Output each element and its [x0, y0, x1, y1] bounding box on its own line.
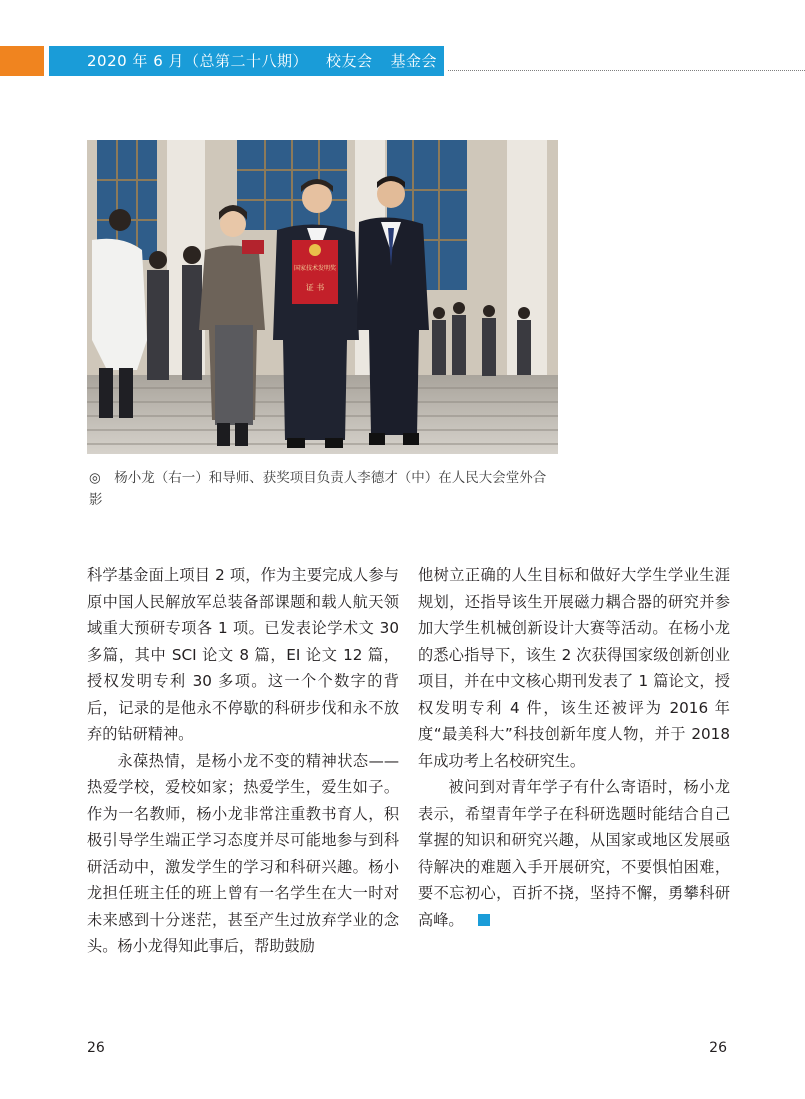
photo-caption: ◎ 杨小龙（右一）和导师、获奖项目负责人李德才（中）在人民大会堂外合影: [89, 470, 547, 508]
article-paragraph: 永葆热情，是杨小龙不变的精神状态——热爱学校，爱校如家；热爱学生，爱生如子。作为一名教师，杨小龙非常注重教书育人，积极引导学生端正学习态度并尽可能地参与到科研活动中，激发学生的学习和科研兴趣。杨小龙担任班主任的班上曾有一名学生在大一时对未来感到十分迷茫，甚至产生过放弃学业的念头。杨小龙得知此事后，帮助鼓励: [87, 751, 399, 955]
article-paragraph: 他树立正确的人生目标和做好大学生学业生涯规划，还指导该生开展磁力耦合器的研究并参加大学生机械创新设计大赛等活动。在杨小龙的悉心指导下，该生 2 次获得国家级创新创业项目，并在中文核心期刊发表了 1 篇论文，授权发明专利 4 件，该生还被评为 2016 年度“最美科大”科技创新年度人物，并于 2018 年成功考上名校研究生。: [418, 566, 730, 770]
article-paragraph: [418, 774, 730, 933]
section-alumni: 校友会: [326, 52, 373, 70]
svg-text:国家技术发明奖: 国家技术发明奖: [293, 265, 337, 272]
article-left-column: [87, 562, 399, 960]
section-foundation: 基金会: [390, 52, 438, 70]
group-photo: [87, 140, 558, 454]
page-number-left: 26: [87, 1040, 105, 1056]
header-dotted-rule: [448, 70, 805, 71]
page-number-right: 26: [709, 1040, 727, 1056]
issue-label: 2020 年 6 月（总第二十八期）: [87, 52, 309, 70]
group-photo-illustration: [87, 140, 558, 454]
svg-text:证 书: 证 书: [305, 283, 325, 292]
header-orange-block: [0, 46, 44, 76]
running-header: [49, 46, 444, 76]
article-right-column: [418, 562, 730, 933]
closing-paragraph-text: 被问到对青年学子有什么寄语时，杨小龙表示，希望青年学子在科研选题时能结合自己掌握的知识和研究兴趣，从国家或地区发展亟待解决的难题入手开展研究，不要惧怕困难，要不忘初心，百折不挠，坚持不懈，勇攀科研高峰。: [418, 778, 730, 929]
end-of-article-mark: [478, 914, 490, 926]
article-paragraph: 科学基金面上项目 2 项，作为主要完成人参与原中国人民解放军总装备部课题和载人航天领域重大预研专项各 1 项。已发表论学术文 30 多篇，其中 SCI 论文 8 篇，EI 论文 12 篇，授权发明专利 30 多项。这一个个数字的背后，记录的是他永不停歇的科研步伐和永不放弃的钻研精神。: [87, 566, 399, 743]
